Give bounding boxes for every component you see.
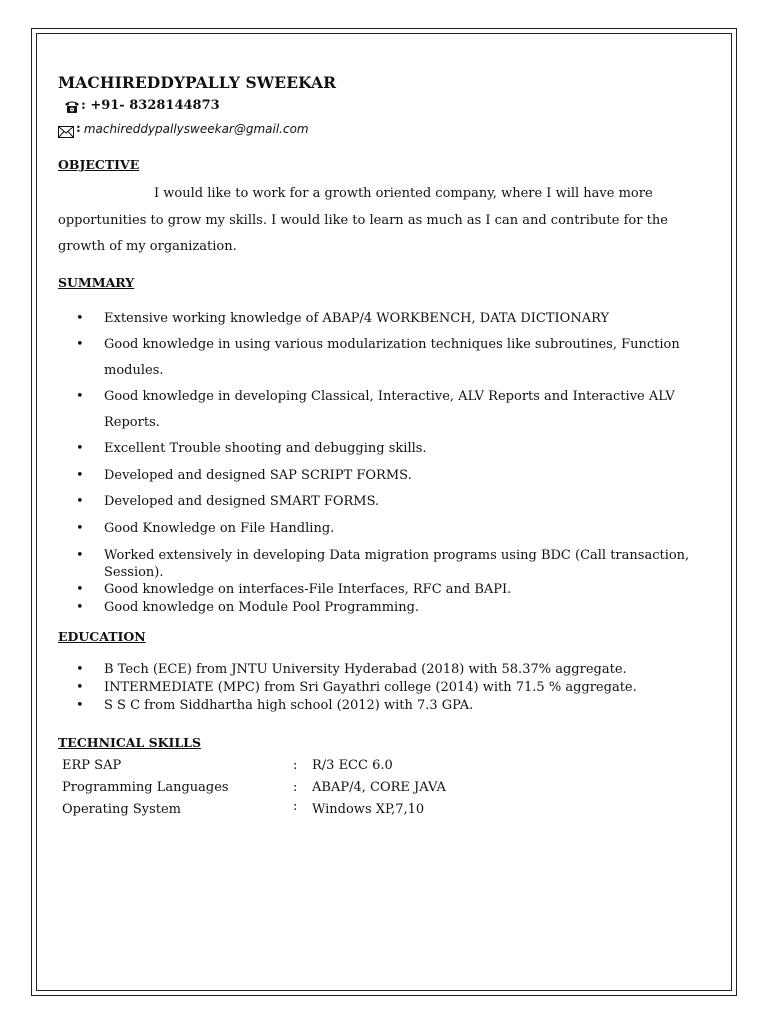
phone-icon <box>64 99 80 113</box>
phone-prefix: : +91- <box>81 98 130 113</box>
resume-content <box>58 72 698 821</box>
list-item: • Good knowledge in developing Classical, Interactive, ALV Reports and Interactive ALV Reports. <box>58 384 698 435</box>
skill-value: ABAP/4, CORE JAVA <box>312 779 446 795</box>
phone-number: 8328144873 <box>129 98 220 113</box>
table-row <box>58 776 446 798</box>
list-item: • B Tech (ECE) from JNTU University Hyderabad (2018) with 58.37% aggregate. <box>58 661 698 679</box>
list-item: • Good Knowledge on File Handling. <box>58 516 698 542</box>
envelope-icon <box>58 123 74 135</box>
skill-value: R/3 ECC 6.0 <box>312 757 393 773</box>
skill-separator: : <box>293 757 298 773</box>
technical-skills-heading: TECHNICAL SKILLS <box>58 735 201 750</box>
table-row <box>58 798 446 821</box>
email-line <box>58 117 698 141</box>
list-item: • Excellent Trouble shooting and debugging skills. <box>58 436 698 462</box>
list-item: • INTERMEDIATE (MPC) from Sri Gayathri college (2014) with 71.5 % aggregate. <box>58 679 698 697</box>
skill-label: Operating System <box>62 802 182 817</box>
list-item: • Developed and designed SMART FORMS. <box>58 489 698 515</box>
email-address[interactable]: machireddypallysweekar@gmail.com <box>83 122 309 136</box>
phone-line <box>64 94 698 118</box>
skill-value: Windows XP,7,10 <box>312 802 425 817</box>
list-item: • Good knowledge on Module Pool Programming. <box>58 600 698 617</box>
summary-list <box>58 306 698 617</box>
table-row <box>58 754 446 776</box>
objective-line-3: growth of my organization. <box>58 239 237 254</box>
objective-heading: OBJECTIVE <box>58 157 140 172</box>
education-heading: EDUCATION <box>58 629 146 644</box>
objective-line-2: opportunities to grow my skills. I would like to learn as much as I can and contribute for the <box>58 212 668 228</box>
list-item: • Developed and designed SAP SCRIPT FORMS. <box>58 463 698 489</box>
list-item: • S S C from Siddhartha high school (2012) with 7.3 GPA. <box>58 697 698 715</box>
summary-heading: SUMMARY <box>58 274 135 290</box>
skill-separator: : <box>293 779 298 795</box>
technical-skills-table <box>58 754 446 821</box>
skill-label: ERP SAP <box>62 757 122 773</box>
list-item: • Good knowledge on interfaces-File Interfaces, RFC and BAPI. <box>58 582 698 599</box>
objective-line-1: I would like to work for a growth oriented company, where I will have more <box>154 186 653 201</box>
objective-text <box>58 181 698 261</box>
list-item: • Worked extensively in developing Data migration programs using BDC (Call transaction, Session). <box>58 548 698 581</box>
skill-label: Programming Languages <box>62 779 229 795</box>
list-item: • Extensive working knowledge of ABAP/4 WORKBENCH, DATA DICTIONARY <box>58 306 698 332</box>
skill-separator: : <box>293 799 298 814</box>
email-separator: : <box>76 121 81 136</box>
education-list <box>58 661 698 715</box>
candidate-name: MACHIREDDYPALLY SWEEKAR <box>58 73 337 92</box>
list-item: • Good knowledge in using various modularization techniques like subroutines, Function modules. <box>58 332 698 383</box>
